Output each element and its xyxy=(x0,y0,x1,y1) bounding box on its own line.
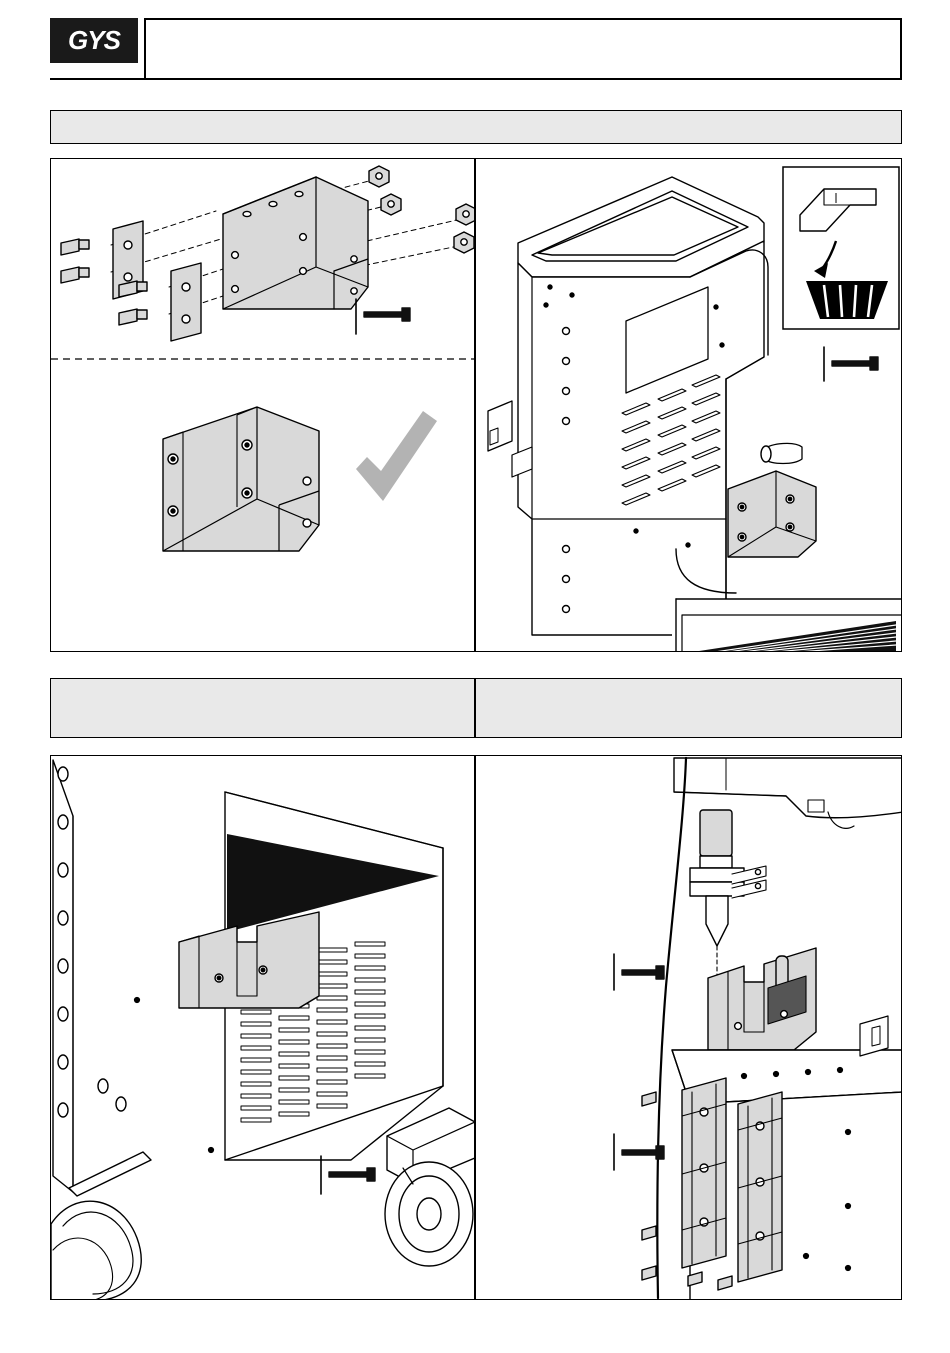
figure-cart-mount xyxy=(50,755,475,1300)
gys-logo xyxy=(50,18,138,63)
trash-bin-icon xyxy=(783,167,899,329)
bracket-assembly-drawing xyxy=(51,159,475,652)
check-mark-icon xyxy=(356,411,437,501)
figure-bracket-assembly xyxy=(50,158,475,652)
cart-mount-drawing xyxy=(51,756,475,1300)
figure-machine-side xyxy=(475,158,902,652)
section-band-2 xyxy=(50,678,475,738)
gys-logo-text: GYS xyxy=(68,25,120,55)
section-band-1 xyxy=(50,110,902,144)
header-divider xyxy=(50,78,902,80)
header-title-box xyxy=(144,18,902,78)
page-header xyxy=(50,18,902,80)
machine-side-drawing xyxy=(476,159,902,652)
torch-holder-drawing xyxy=(476,756,902,1300)
section-band-3 xyxy=(475,678,902,738)
figure-torch-holder xyxy=(475,755,902,1300)
